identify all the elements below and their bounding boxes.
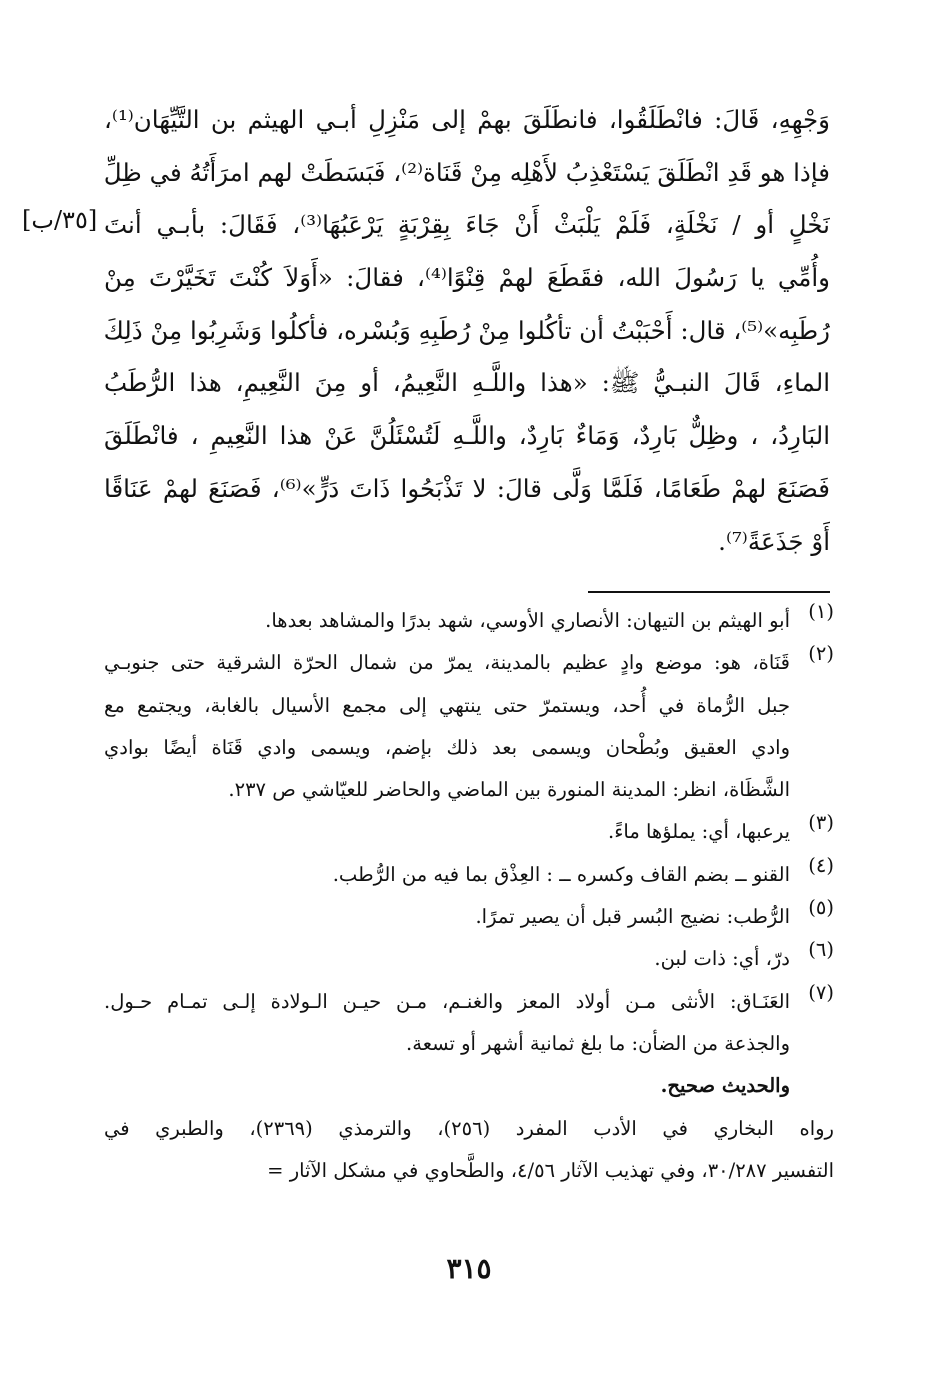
manuscript-folio-note: [٣٥/ب]: [22, 206, 98, 234]
footnote-number: (٢): [808, 642, 834, 666]
main-text-line: فإذا هو قَدِ انْطَلَقَ يَسْتَعْذِبُ لأَهْلِه مِنْ قَنَاة⁽²⁾، فَبَسَطَتْ لهم امرَأَتُهُ في ظِلِّ: [104, 157, 830, 187]
footnote-line: وادي العقيق وبُطْحان ويسمى بعد ذلك بإضم، ويسمى وادي قَنَاة أيضًا بوادي: [104, 735, 790, 759]
footnote-line: قَنَاة، هو: موضع وادٍ عظيم بالمدينة، يمرّ من شمال الحرّة الشرقية حتى جنوبـي: [104, 651, 790, 675]
footnote-line: جبل الرُّماة في أُحد، ويستمرّ حتى ينتهي إلى مجمع الأسيال بالغابة، ويجتمع مع: [104, 693, 790, 717]
main-text-line: وَجْهِهِ، قَالَ: فانْطَلَقُوا، فانطَلَقَ بهمْ إلى مَنْزِلِ أبـي الهيثم بن التَّيِّهَان⁽¹⁾،: [104, 105, 830, 134]
sources-line: التفسير ٣٠/٢٨٧، وفي تهذيب الآثار ٤/٥٦، والطَّحاوي في مشكل الآثار =: [267, 1158, 834, 1182]
main-text-line: أَوْ جَذَعَةً⁽⁷⁾.: [718, 526, 830, 556]
main-text-line: فَصَنَعَ لهمْ طَعَامًا، فَلَمَّا وَلَّى قالَ: لا تَذْبَحُوا ذَاتَ دَرٍّ»⁽⁶⁾، فَصَنَعَ لهمْ عَنَاقًا: [104, 473, 830, 503]
page-number: ٣١٥: [446, 1252, 492, 1285]
footnote-line: الشَّظَاة، انظر: المدينة المنورة بين الماضي والحاضر للعيّاشي ص ٢٣٧.: [228, 778, 790, 802]
footnote-7: [104, 981, 834, 1108]
footnote-line: القنو ــ بضم القاف وكسره ــ : العِذْق بما فيه من الرُّطب.: [332, 862, 790, 886]
footnote-line: الرُّطب: نضيج البُسر قبل أن يصير تمرًا.: [475, 905, 790, 929]
footnote-4: [104, 854, 834, 896]
footnote-number: (١): [808, 600, 834, 623]
main-text-line: وأُمِّي يا رَسُولَ الله، فقَطَعَ لهمْ قِنْوًا⁽⁴⁾، فقالَ: «أَوَلاَ كُنْتَ تَخَيَّرْتَ مِنْ: [104, 263, 830, 293]
footnote-line: درّ، أي: ذات لبن.: [654, 947, 790, 971]
footnote-number: (٦): [808, 938, 834, 962]
footnote-line: العَنَـاق: الأنثى مـن أولاد المعز والغنـم، مـن حيـن الـولادة إلـى تمـام حـول.: [104, 989, 790, 1013]
main-text: [104, 94, 830, 568]
sources-paragraph: [104, 1108, 834, 1193]
footnote-5: [104, 896, 834, 938]
footnote-2: [104, 642, 834, 811]
footnote-number: (٣): [808, 811, 834, 835]
footnote-line: أبو الهيثم بن التيهان: الأنصاري الأوسي، شهد بدرًا والمشاهد بعدها.: [265, 609, 790, 632]
main-text-line: نَخْلٍ أو / نَخْلَةٍ، فَلَمْ يَلْبَثْ أَنْ جَاءَ بِقِرْبَةٍ يَرْعَبُهَا⁽³⁾، فَقَالَ: بأبـي أنتَ: [104, 210, 830, 240]
footnote-1: [104, 600, 834, 642]
sources-line: رواه البخاري في الأدب المفرد (٢٥٦)، والترمذي (٢٣٦٩)، والطبري في: [104, 1116, 834, 1140]
footnote-separator: [588, 591, 830, 593]
main-text-line: الماءِ، قَالَ النبـيُّ ﷺ: «هذا واللَّـهِ النَّعِيمُ، أو مِنَ النَّعِيمِ، هذا الرُّطَبُ: [104, 368, 830, 398]
footnote-line: والجذعة من الضأن: ما بلغ ثمانية أشهر أو تسعة.: [406, 1031, 790, 1055]
footnote-6: [104, 938, 834, 980]
footnote-line: يرعبها، أي: يملؤها ماءً.: [608, 820, 790, 844]
footnote-number: (٥): [808, 896, 834, 920]
footnote-number: (٧): [808, 980, 834, 1004]
hadith-grade: والحديث صحيح.: [660, 1074, 790, 1098]
footnote-3: [104, 811, 834, 853]
main-text-line: البَارِدُ، ، وظِلٌّ بَارِدٌ، وَمَاءٌ بَارِدٌ، واللَّـهِ لَتُسْئَلُنَّ عَنْ هذا النَّعِيمِ ، فانْطَلَقَ: [104, 421, 830, 451]
footnotes: [104, 600, 834, 1192]
footnote-number: (٤): [808, 853, 834, 877]
main-text-line: رُطَبِه»⁽⁵⁾، قال: أَحْبَبْتُ أن تأكُلوا مِنْ رُطَبِهِ وَبُسْره، فأكلُوا وَشَرِبُوا مِنْ ذَلِكَ: [104, 315, 830, 345]
